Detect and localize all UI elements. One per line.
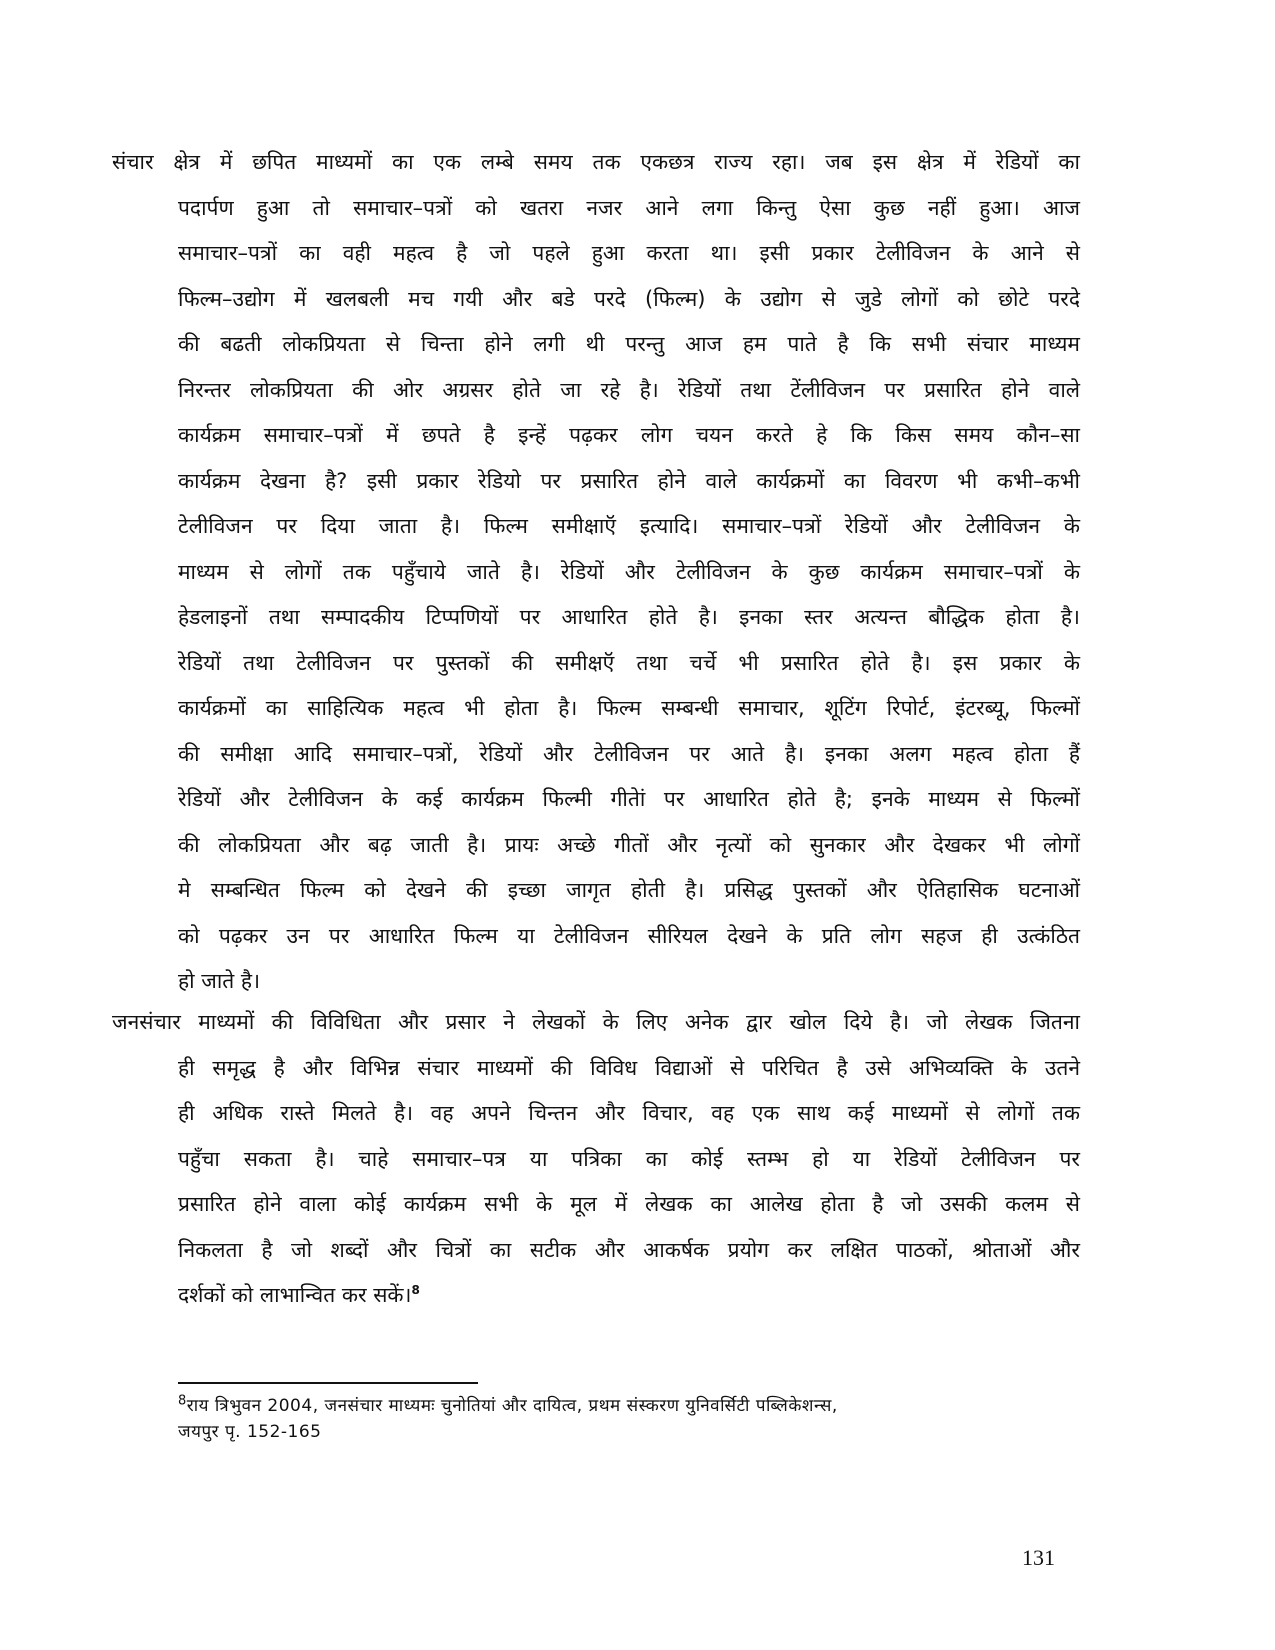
paragraph-line: पदार्पण हुआ तो समाचार–पत्रों को खतरा नजर आने लगा किन्तु ऐसा कुछ नहीं हुआ। आज (178, 195, 1080, 220)
paragraph-line: माध्यम से लोगों तक पहुँचाये जाते है। रेडियों और टेलीविजन के कुछ कार्यक्रम समाचार–पत्रों के (178, 559, 1080, 584)
paragraph-media-popularity (112, 140, 1080, 1005)
footnote (178, 1393, 1078, 1445)
paragraph-line: रेडियों तथा टेलीविजन पर पुस्तकों की समीक्षऍ तथा चर्चे भी प्रसारित होते है। इस प्रकार के (178, 650, 1080, 675)
footnote-separator (178, 1382, 478, 1384)
paragraph-line: संचार क्षेत्र में छपित माध्यमों का एक लम्बे समय तक एकछत्र राज्य रहा। जब इस क्षेत्र में रेडियों का (112, 150, 1080, 174)
paragraph-line: कार्यक्रमों का साहित्यिक महत्व भी होता है। फिल्म सम्बन्धी समाचार, शूटिंग रिपोर्ट, इंटरब्यू, फिल्मों (178, 696, 1080, 720)
paragraph-line: हेडलाइनों तथा सम्पादकीय टिप्पणियों पर आधारित होते है। इनका स्तर अत्यन्त बौद्धिक होता है। (178, 605, 1080, 629)
paragraph-line: जनसंचार माध्यमों की विविधिता और प्रसार ने लेखकों के लिए अनेक द्वार खोल दिये है। जो लेखक जितना (112, 1010, 1080, 1034)
paragraph-line: हो जाते है। (178, 969, 261, 993)
paragraph-line: फिल्म–उद्योग में खलबली मच गयी और बडे परदे (फिल्म) के उद्योग से जुडे लोगों को छोटे परदे (178, 286, 1080, 311)
page-number: 131 (1022, 1545, 1055, 1570)
paragraph-line: कार्यक्रम देखना है? इसी प्रकार रेडियो पर प्रसारित होने वाले कार्यक्रमों का विवरण भी कभी–कभी (178, 468, 1080, 493)
paragraph-writers-opportunity (112, 1000, 1080, 1319)
paragraph-line: कार्यक्रम समाचार–पत्रों में छपते है इन्हें पढ़कर लोग चयन करते हे कि किस समय कौन–सा (178, 423, 1080, 447)
paragraph-line: को पढ़कर उन पर आधारित फिल्म या टेलीविजन सीरियल देखने के प्रति लोग सहज ही उत्कंठित (178, 923, 1080, 948)
paragraph-line: पहुँचा सकता है। चाहे समाचार–पत्र या पत्रिका का कोई स्तम्भ हो या रेडियों टेलीविजन पर (178, 1146, 1080, 1171)
footnote-text: राय त्रिभुवन 2004, जनसंचार माध्यमः चुनोतियां और दायित्व, प्रथम संस्करण युनिवर्सिटी पब्लिकेशन्स, (186, 1396, 838, 1416)
paragraph-line: निकलता है जो शब्दों और चित्रों का सटीक और आकर्षक प्रयोग कर लक्षित पाठकों, श्रोताओं और (178, 1237, 1080, 1262)
paragraph-last-line (112, 1273, 1080, 1319)
paragraph-line: निरन्तर लोकप्रियता की ओर अग्रसर होते जा रहे है। रेडियों तथा टेंलीविजन पर प्रसारित होने वाले (178, 377, 1080, 402)
footnote-line: जयपुर पृ. 152-165 (178, 1422, 322, 1442)
paragraph-line-text: दर्शकों को लाभान्वित कर सकें। (178, 1283, 412, 1307)
paragraph-line: मे सम्बन्धित फिल्म को देखने की इच्छा जागृत होती है। प्रसिद्ध पुस्तकों और ऐतिहासिक घटनाओं (178, 878, 1080, 902)
footnote-line (178, 1393, 1078, 1419)
paragraph-line: की समीक्षा आदि समाचार–पत्रों, रेडियों और टेलीविजन पर आते है। इनका अलग महत्व होता हैं (178, 741, 1080, 766)
paragraph-line: टेलीविजन पर दिया जाता है। फिल्म समीक्षाऍ इत्यादि। समाचार–पत्रों रेडियों और टेलीविजन के (178, 514, 1080, 538)
footnote-reference[interactable]: 8 (411, 1283, 420, 1297)
paragraph-line: की लोकप्रियता और बढ़ जाती है। प्रायः अच्छे गीतों और नृत्यों को सुनकार और देखकर भी लोगों (178, 832, 1080, 857)
footnote-number: 8 (178, 1393, 187, 1409)
paragraph-line: ही समृद्ध है और विभिन्न संचार माध्यमों की विविध विद्याओं से परिचित है उसे अभिव्यक्ति के उतने (178, 1055, 1080, 1080)
paragraph-line: ही अधिक रास्ते मिलते है। वह अपने चिन्तन और विचार, वह एक साथ कई माध्यमों से लोगों तक (178, 1101, 1080, 1125)
paragraph-line: प्रसारित होने वाला कोई कार्यक्रम सभी के मूल में लेखक का आलेख होता है जो उसकी कलम से (178, 1192, 1080, 1216)
paragraph-line: की बढती लोकप्रियता से चिन्ता होने लगी थी परन्तु आज हम पाते है कि सभी संचार माध्यम (178, 332, 1080, 356)
paragraph-line: रेडियों और टेलीविजन के कई कार्यक्रम फिल्मी गीतेां पर आधारित होते है; इनके माध्यम से फिल्मों (178, 787, 1080, 811)
paragraph-line: समाचार–पत्रों का वही महत्व है जो पहले हुआ करता था। इसी प्रकार टेलीविजन के आने से (178, 241, 1080, 265)
